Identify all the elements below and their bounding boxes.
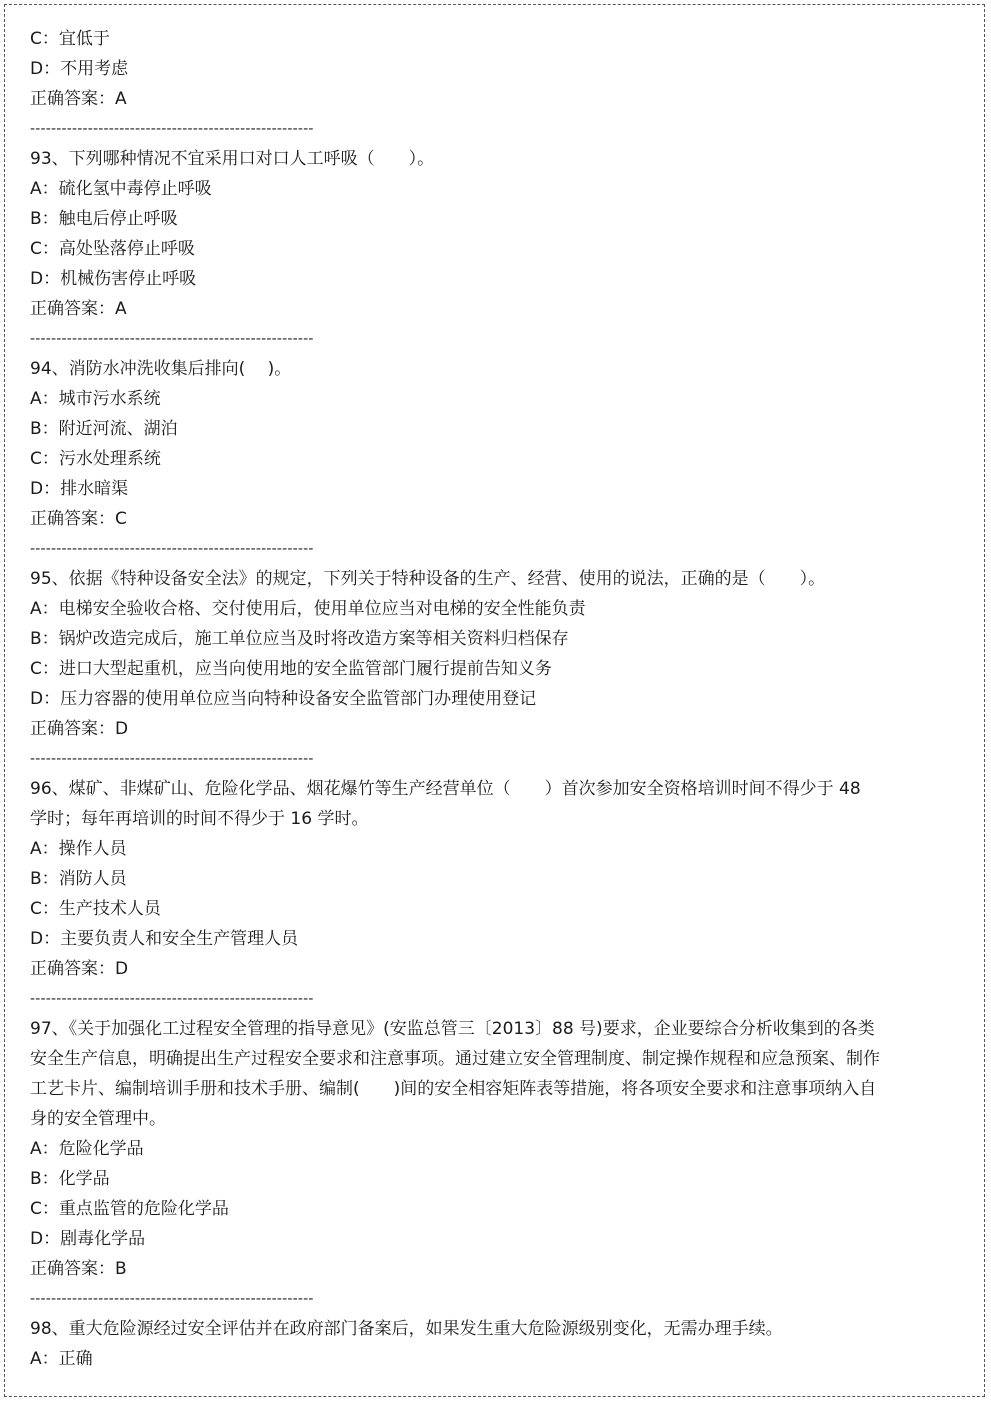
- question-text: 96、煤矿、非煤矿山、危险化学品、烟花爆竹等生产经营单位（ ）首次参加安全资格培训时间不得少于 48 学时；每年再培训的时间不得少于 16 学时。: [30, 779, 861, 829]
- option-line: D：不用考虑: [30, 59, 129, 79]
- question-text: 98、重大危险源经过安全评估并在政府部门备案后，如果发生重大危险源级别变化，无需办理手续。: [30, 1319, 783, 1339]
- separator: ------------------------------------------------------: [30, 1291, 314, 1307]
- answer-line: 正确答案：A: [30, 89, 127, 109]
- option-line: A：电梯安全验收合格、交付使用后，使用单位应当对电梯的安全性能负责: [30, 599, 586, 619]
- option-line: A：正确: [30, 1349, 93, 1369]
- option-line: A：危险化学品: [30, 1139, 144, 1159]
- separator: ------------------------------------------------------: [30, 121, 314, 137]
- option-line: C：高处坠落停止呼吸: [30, 239, 195, 259]
- question-text: 94、消防水冲洗收集后排向( )。: [30, 359, 292, 379]
- question-93: [30, 144, 880, 354]
- option-line: D：排水暗渠: [30, 479, 129, 499]
- separator: ------------------------------------------------------: [30, 991, 314, 1007]
- question-94: [30, 354, 880, 564]
- option-line: C：生产技术人员: [30, 899, 161, 919]
- option-line: B：触电后停止呼吸: [30, 209, 178, 229]
- question-text: 97、《关于加强化工过程安全管理的指导意见》(安监总管三〔2013〕88 号)要求，企业要综合分析收集到的各类安全生产信息，明确提出生产过程安全要求和注意事项。通过建立安全管理制度、制定操作规程和应急预案、制作工艺卡片、编制培训手册和技术手册、编制( )间的安全相容矩阵表等措施，将各项安全要求和注意事项纳入自身的安全管理中。: [30, 1019, 880, 1129]
- question-97: [30, 1014, 880, 1314]
- question-96: [30, 774, 880, 1014]
- answer-line: 正确答案：A: [30, 299, 127, 319]
- answer-line: 正确答案：D: [30, 959, 129, 979]
- separator: ------------------------------------------------------: [30, 331, 314, 347]
- option-line: D：剧毒化学品: [30, 1229, 146, 1249]
- option-line: D：机械伤害停止呼吸: [30, 269, 197, 289]
- question-text: 93、下列哪种情况不宜采用口对口人工呼吸（ ）。: [30, 149, 435, 169]
- question-text: 95、依据《特种设备安全法》的规定，下列关于特种设备的生产、经营、使用的说法，正确的是（ ）。: [30, 569, 826, 589]
- option-line: B：附近河流、湖泊: [30, 419, 178, 439]
- option-line: C：宜低于: [30, 29, 110, 49]
- option-line: C：进口大型起重机，应当向使用地的安全监管部门履行提前告知义务: [30, 659, 552, 679]
- option-line: C：重点监管的危险化学品: [30, 1199, 229, 1219]
- option-line: C：污水处理系统: [30, 449, 161, 469]
- option-line: B：化学品: [30, 1169, 110, 1189]
- answer-line: 正确答案：D: [30, 719, 129, 739]
- option-line: D：压力容器的使用单位应当向特种设备安全监管部门办理使用登记: [30, 689, 537, 709]
- answer-line: 正确答案：B: [30, 1259, 127, 1279]
- question-98: [30, 1314, 880, 1374]
- option-line: A：操作人员: [30, 839, 127, 859]
- separator: ------------------------------------------------------: [30, 751, 314, 767]
- question-95: [30, 564, 880, 774]
- option-line: B：消防人员: [30, 869, 127, 889]
- option-line: B：锅炉改造完成后，施工单位应当及时将改造方案等相关资料归档保存: [30, 629, 569, 649]
- option-line: A：硫化氢中毒停止呼吸: [30, 179, 212, 199]
- option-line: D：主要负责人和安全生产管理人员: [30, 929, 299, 949]
- question-list: [30, 24, 880, 1374]
- option-line: A：城市污水系统: [30, 389, 161, 409]
- separator: ------------------------------------------------------: [30, 541, 314, 557]
- answer-line: 正确答案：C: [30, 509, 127, 529]
